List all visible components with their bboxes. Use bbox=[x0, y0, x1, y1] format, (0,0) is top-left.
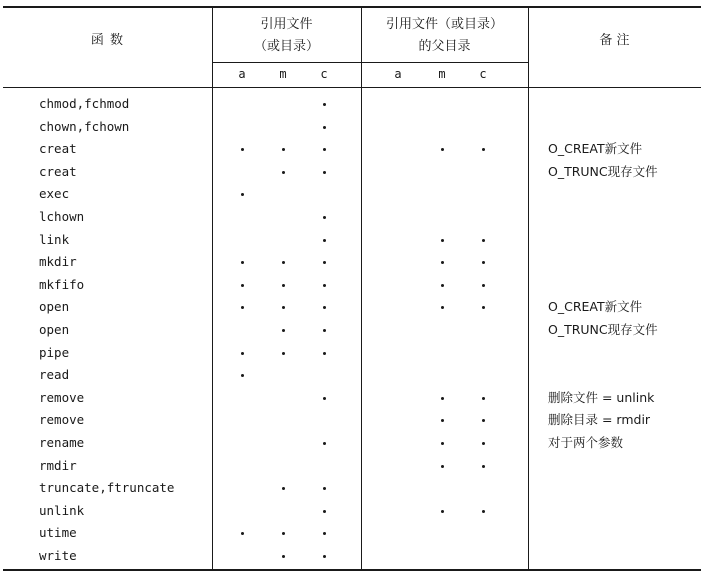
function-name: link bbox=[39, 231, 70, 247]
function-name: mkdir bbox=[39, 254, 77, 270]
function-name: utime bbox=[39, 525, 77, 541]
col-divider-1 bbox=[212, 6, 213, 571]
mark-dot bbox=[441, 148, 444, 151]
mark-dot bbox=[282, 148, 285, 151]
mark-dot bbox=[482, 306, 485, 309]
function-name: rmdir bbox=[39, 457, 77, 473]
mark-dot bbox=[282, 261, 285, 264]
mark-dot bbox=[282, 171, 285, 174]
mark-dot bbox=[323, 171, 326, 174]
function-name: remove bbox=[39, 389, 85, 405]
mark-dot bbox=[323, 126, 326, 129]
col-divider-3 bbox=[528, 6, 529, 571]
row-note: O_CREAT新文件 bbox=[548, 141, 643, 157]
subheader-c-parent: c bbox=[479, 67, 487, 81]
subheader-rule bbox=[212, 62, 528, 63]
function-name: chown,fchown bbox=[39, 118, 130, 134]
mark-dot bbox=[441, 465, 444, 468]
mark-dot bbox=[241, 352, 244, 355]
mark-dot bbox=[323, 442, 326, 445]
subheader-m-file: m bbox=[279, 67, 287, 81]
mark-dot bbox=[241, 261, 244, 264]
mark-dot bbox=[282, 329, 285, 332]
mark-dot bbox=[323, 261, 326, 264]
header-function: 函 数 bbox=[90, 33, 125, 48]
mark-dot bbox=[441, 397, 444, 400]
header-notes: 备 注 bbox=[599, 33, 630, 48]
col-divider-2 bbox=[361, 6, 362, 571]
mark-dot bbox=[323, 397, 326, 400]
mark-dot bbox=[282, 306, 285, 309]
function-name: creat bbox=[39, 163, 77, 179]
mark-dot bbox=[282, 555, 285, 558]
row-note: 删除文件 = unlink bbox=[548, 389, 655, 405]
row-note: 对于两个参数 bbox=[548, 435, 624, 450]
function-name: mkfifo bbox=[39, 276, 85, 292]
mark-dot bbox=[282, 532, 285, 535]
function-name: open bbox=[39, 322, 70, 337]
function-name: truncate,ftruncate bbox=[39, 480, 175, 496]
mark-dot bbox=[482, 148, 485, 151]
mark-dot bbox=[482, 284, 485, 287]
function-name: write bbox=[39, 548, 77, 563]
header-ref-file-line1: 引用文件 bbox=[260, 17, 313, 32]
row-note: 删除目录 = rmdir bbox=[548, 412, 651, 428]
mark-dot bbox=[482, 442, 485, 445]
mark-dot bbox=[441, 442, 444, 445]
mark-dot bbox=[323, 532, 326, 535]
subheader-a-file: a bbox=[238, 67, 246, 81]
mark-dot bbox=[323, 103, 326, 106]
mark-dot bbox=[323, 306, 326, 309]
mark-dot bbox=[482, 419, 485, 422]
mark-dot bbox=[482, 465, 485, 468]
mark-dot bbox=[482, 510, 485, 513]
header-ref-file-line2: （或目录） bbox=[253, 39, 319, 54]
mark-dot bbox=[441, 239, 444, 242]
mark-dot bbox=[282, 352, 285, 355]
mark-dot bbox=[482, 397, 485, 400]
mark-dot bbox=[241, 374, 244, 377]
mark-dot bbox=[241, 532, 244, 535]
header-parent-line2: 的父目录 bbox=[418, 39, 471, 54]
header-parent-line1: 引用文件（或目录） bbox=[385, 17, 503, 32]
mark-dot bbox=[241, 284, 244, 287]
function-name: pipe bbox=[39, 344, 70, 360]
mark-dot bbox=[441, 510, 444, 513]
mark-dot bbox=[323, 284, 326, 287]
mark-dot bbox=[323, 555, 326, 558]
mark-dot bbox=[482, 261, 485, 264]
mark-dot bbox=[241, 306, 244, 309]
mark-dot bbox=[323, 352, 326, 355]
subheader-m-parent: m bbox=[438, 67, 446, 81]
mark-dot bbox=[323, 239, 326, 242]
mark-dot bbox=[441, 284, 444, 287]
mark-dot bbox=[323, 216, 326, 219]
mark-dot bbox=[441, 306, 444, 309]
mark-dot bbox=[323, 148, 326, 151]
subheader-c-file: c bbox=[320, 67, 328, 81]
function-name: unlink bbox=[39, 502, 85, 518]
function-name: open bbox=[39, 299, 70, 315]
subheader-a-parent: a bbox=[394, 67, 402, 81]
function-name: lchown bbox=[39, 209, 85, 224]
mark-dot bbox=[323, 510, 326, 513]
function-name: exec bbox=[39, 186, 70, 202]
top-rule bbox=[3, 6, 701, 8]
function-time-table bbox=[3, 6, 701, 571]
mark-dot bbox=[323, 487, 326, 490]
mark-dot bbox=[241, 148, 244, 151]
function-name: creat bbox=[39, 141, 77, 157]
mark-dot bbox=[323, 329, 326, 332]
row-note: O_CREAT新文件 bbox=[548, 299, 643, 315]
function-name: chmod,fchmod bbox=[39, 96, 130, 111]
mark-dot bbox=[441, 261, 444, 264]
mark-dot bbox=[282, 284, 285, 287]
mark-dot bbox=[282, 487, 285, 490]
row-note: O_TRUNC现存文件 bbox=[548, 322, 658, 337]
mark-dot bbox=[441, 419, 444, 422]
row-note: O_TRUNC现存文件 bbox=[548, 163, 658, 179]
function-name: remove bbox=[39, 412, 85, 428]
bottom-rule bbox=[3, 569, 701, 571]
function-name: read bbox=[39, 367, 70, 383]
mark-dot bbox=[482, 239, 485, 242]
header-rule bbox=[3, 87, 701, 88]
mark-dot bbox=[241, 193, 244, 196]
function-name: rename bbox=[39, 435, 85, 450]
